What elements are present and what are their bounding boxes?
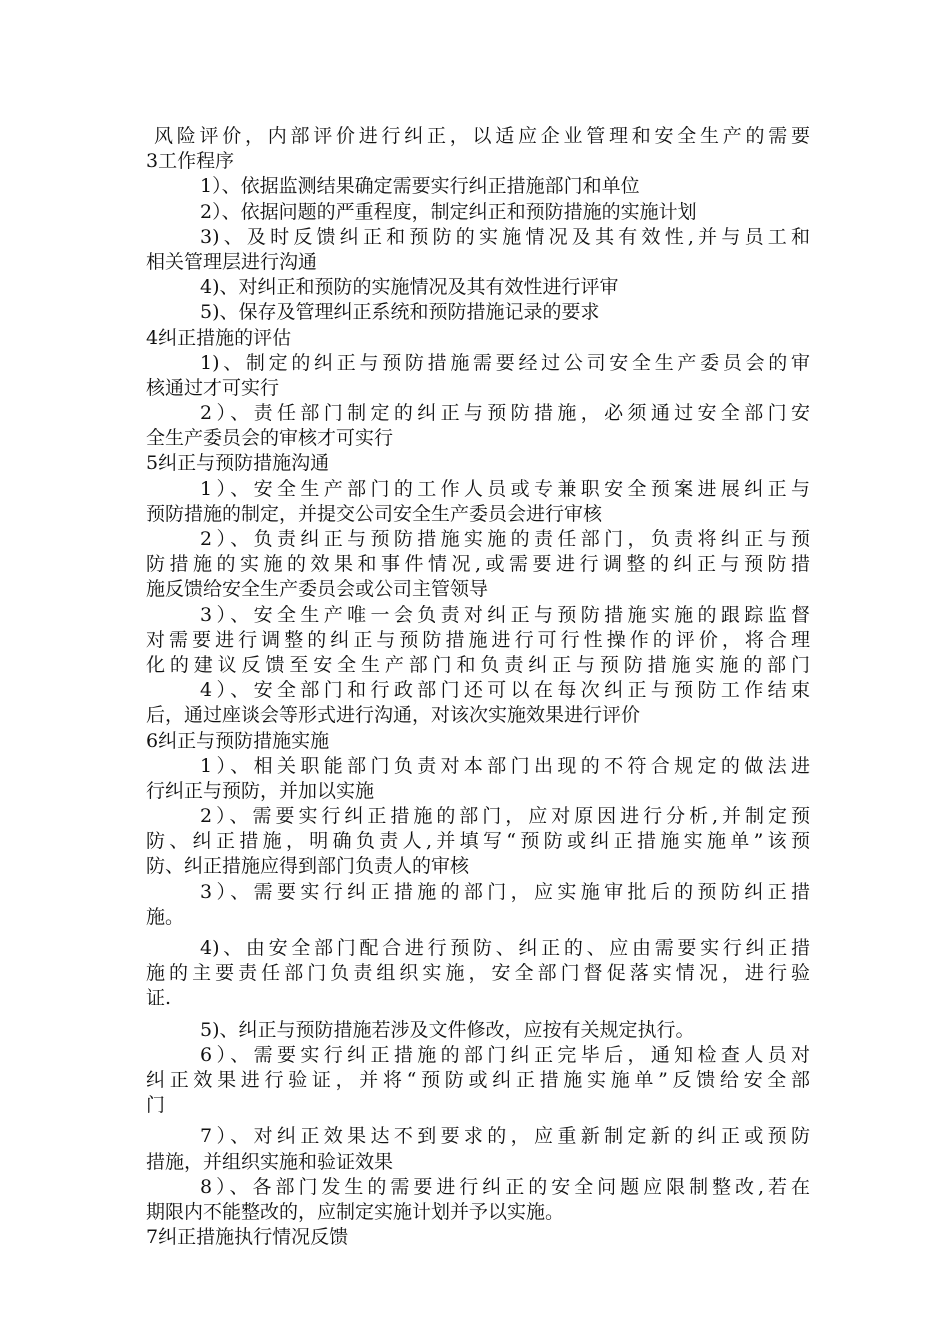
text-line: 7）、对纠正效果达不到要求的，应重新制定新的纠正或预防 xyxy=(200,1125,810,1148)
text-line: 行纠正与预防，并加以实施 xyxy=(146,779,375,802)
document-page xyxy=(146,124,810,1250)
text-line: 相关管理层进行沟通 xyxy=(146,250,318,273)
text-line: 1）、依据监测结果确定需要实行纠正措施部门和单位 xyxy=(200,175,640,198)
text-line: 6）、需要实行纠正措施的部门纠正完毕后，通知检查人员对 xyxy=(200,1043,810,1066)
text-line: 证. xyxy=(146,987,172,1010)
text-line: 3）、安全生产唯一会负责对纠正与预防措施实施的跟踪监督 xyxy=(200,603,810,626)
text-line: 期限内不能整改的，应制定实施计划并予以实施。 xyxy=(146,1200,565,1223)
text-line: 1）、相关职能部门负责对本部门出现的不符合规定的做法进 xyxy=(200,754,810,777)
section-heading: 5纠正与预防措施沟通 xyxy=(146,452,330,475)
text-line: 5)、纠正与预防措施若涉及文件修改，应按有关规定执行。 xyxy=(200,1018,695,1041)
text-line: 预防措施的制定，并提交公司安全生产委员会进行审核 xyxy=(146,502,603,525)
text-line: 施的主要责任部门负责组织实施，安全部门督促落实情况，进行验 xyxy=(146,962,810,985)
text-line: 纠正效果进行验证，并将“预防或纠正措施实施单”反馈给安全部 xyxy=(146,1068,810,1091)
text-line: 2）、需要实行纠正措施的部门，应对原因进行分析,并制定预 xyxy=(200,805,810,828)
text-line: 3）、需要实行纠正措施的部门，应实施审批后的预防纠正措 xyxy=(200,880,810,903)
text-line: 风险评价，内部评价进行纠正，以适应企业管理和安全生产的需要 xyxy=(154,125,810,147)
section-heading: 7纠正措施执行情况反馈 xyxy=(146,1226,349,1249)
text-line: 防、纠正措施应得到部门负责人的审核 xyxy=(146,855,470,878)
text-line: 2）、责任部门制定的纠正与预防措施，必须通过安全部门安 xyxy=(200,402,810,425)
text-line: 防、纠正措施，明确负责人,并填写“预防或纠正措施实施单”该预 xyxy=(146,830,810,853)
text-line: 5)、保存及管理纠正系统和预防措施记录的要求 xyxy=(200,301,600,324)
text-line: 防措施的实施的效果和事件情况,或需要进行调整的纠正与预防措 xyxy=(146,553,810,576)
text-line: 1)、制定的纠正与预防措施需要经过公司安全生产委员会的审 xyxy=(200,351,810,374)
text-line: 措施，并组织实施和验证效果 xyxy=(146,1150,394,1173)
text-line: 门 xyxy=(146,1094,166,1117)
text-line: 8）、各部门发生的需要进行纠正的安全问题应限制整改,若在 xyxy=(200,1175,810,1198)
section-heading: 3工作程序 xyxy=(146,150,235,173)
text-line: 化的建议反馈至安全生产部门和负责纠正与预防措施实施的部门 xyxy=(146,653,810,676)
text-line: 后，通过座谈会等形式进行沟通，对该次实施效果进行评价 xyxy=(146,704,641,727)
text-line: 4)、由安全部门配合进行预防、纠正的、应由需要实行纠正措 xyxy=(200,937,810,959)
text-line: 施反馈给安全生产委员会或公司主管领导 xyxy=(146,578,489,601)
section-heading: 4纠正措施的评估 xyxy=(146,326,292,349)
section-heading: 6纠正与预防措施实施 xyxy=(146,729,330,752)
text-line: 对需要进行调整的纠正与预防措施进行可行性操作的评价，将合理 xyxy=(146,628,810,651)
text-line: 核通过才可实行 xyxy=(146,376,280,399)
text-line: 施。 xyxy=(146,905,185,928)
text-line: 2）、依据问题的严重程度，制定纠正和预防措施的实施计划 xyxy=(200,200,697,223)
text-line: 4）、安全部门和行政部门还可以在每次纠正与预防工作结束 xyxy=(200,679,810,702)
text-line: 3)、及时反馈纠正和预防的实施情况及其有效性,并与员工和 xyxy=(200,225,810,248)
text-line: 1）、安全生产部门的工作人员或专兼职安全预案进展纠正与 xyxy=(200,477,810,500)
text-line: 4)、对纠正和预防的实施情况及其有效性进行评审 xyxy=(200,276,619,299)
text-line: 2）、负责纠正与预防措施实施的责任部门，负责将纠正与预 xyxy=(200,528,810,550)
text-line: 全生产委员会的审核才可实行 xyxy=(146,427,394,450)
